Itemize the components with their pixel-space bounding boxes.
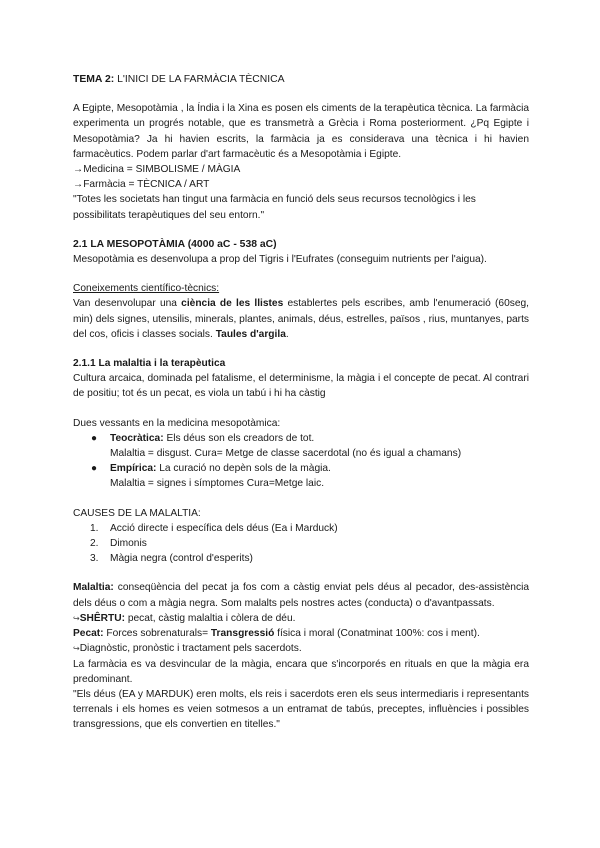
section-2-1-1-text: Cultura arcaica, dominada pel fatalisme, el determinisme, la màgia i el concepte de pecat. Al contrari de positiu; tot és un pecat, es viola un tabú i hi ha càstig [73,373,529,400]
section-2-1-1-heading: 2.1.1 La malaltia i la terapèutica [73,358,226,370]
list-item [73,536,529,551]
causes-heading: CAUSES DE LA MALALTIA: [73,507,201,519]
pecat-line [73,626,529,641]
vessant-text: La curació no depèn sols de la màgia. [156,463,331,475]
causes-list [73,521,529,567]
document-content [73,72,529,733]
list-number: 2. [90,538,99,550]
title-bold: TEMA 2: [73,74,115,85]
pecat-label: Pecat: [73,628,104,640]
farmacia-paragraph: La farmàcia es va desvincular de la màgia, encara que s'incorporés en rituals en que la màgia era predominant. [73,658,529,685]
coneixements-heading: Coneixements científico-tècnics: [73,283,220,295]
diagnostic-text: Diagnòstic, pronòstic i tractament pels sacerdots. [79,643,302,655]
vessant-label: Teocràtica: [110,432,164,444]
bullet-icon: ● [91,463,98,475]
vessants-intro: Dues vessants en la medicina mesopotàmica: [73,417,281,429]
intro-line-medicina: →Medicina = SIMBOLISME / MÀGIA [73,164,241,176]
bullet-icon: ● [91,432,98,444]
list-number: 3. [90,553,99,565]
list-number: 1. [90,522,99,534]
vessant-sub: Malaltia = signes i símptomes Cura=Metge laic. [110,478,325,490]
vessant-label: Empírica: [110,463,157,475]
cause-text: Dimonis [110,538,147,550]
title-rest: L'INICI DE LA FARMÀCIA TÈCNICA [114,74,285,85]
list-item [73,461,529,491]
pecat-text1: Forces sobrenaturals= [103,628,211,640]
deus-quote: "Els déus (EA y MARDUK) eren molts, els reis i sacerdots eren els seus intermediaris i representants terrenals i els homes es veien sotmesos a un entramat de tabús, preceptes, influències i possibles transgressions, que els convertien en titelles." [73,688,529,731]
coneixements-part1: Van desenvolupar una [73,298,182,310]
section-2-1-heading: 2.1 LA MESOPOTÀMIA (4000 aC - 538 aC) [73,238,277,250]
return-arrow-icon: ↪ [73,644,80,654]
malaltia-label: Malaltia: [73,582,114,594]
return-arrow-icon: ↪ [73,613,80,623]
list-item [73,551,529,566]
coneixements-part2: establertes pels escribes, amb l'enumeració (60seg, min) dels signes, utensilis, minerals, plantes, animals, déus, estrelles, països , rius, muntanyes, parts del cos, oficis i classes socials. [73,298,529,340]
vessant-text: Els déus son els creadors de tot. [163,432,315,444]
coneixements-bold2: Taules d'argila [215,328,286,340]
coneixements-paragraph [73,296,529,342]
intro-quote: "Totes les societats han tingut una farmàcia en funció dels seus recursos tecnològics i les possibilitats terapèutiques del seu entorn." [73,194,476,221]
list-item [73,431,529,461]
vessant-sub: Malaltia = disgust. Cura= Metge de classe sacerdotal (no és igual a chamans) [110,448,462,460]
intro-paragraph: A Egipte, Mesopotàmia , la Índia i la Xina es posen els ciments de la terapèutica tècnica. La farmàcia experimenta un progrés notable, que es transmetrà a Grècia i Roma posteriorment. ¿Pq Egipte i Mesopotàmia? Ja hi havien escrits, la farmàcia ja es considerava una tècnica i hi havien farmacèutics. Podem parlar d'art farmacèutic és a Mesopotàmia i Egipte. [73,103,529,160]
shertu-text: pecat, càstig malaltia i còlera de déu. [124,612,296,624]
diagnostic-line [73,641,529,656]
shertu-label: SHÊRTU: [79,612,125,624]
coneixements-part3: . [285,328,289,340]
section-2-1-text: Mesopotàmia es desenvolupa a prop del Tigris i l'Eufrates (conseguim nutrients per l'aigua). [73,254,487,266]
pecat-text2: física i moral (Conatminat 100%: cos i ment). [274,628,480,640]
shertu-line [73,611,529,626]
malaltia-paragraph [73,580,529,610]
malaltia-text: conseqüència del pecat ja fos com a càstig enviat pels déus al pecador, des-assistència dels déus o com a màgia negra. Som malalts pels nostres actes (conducta) o d'avantpassats. [73,582,529,609]
document-title [73,72,529,87]
list-item [73,521,529,536]
cause-text: Acció directe i específica dels déus (Ea i Marduck) [110,522,338,534]
intro-line-farmacia: →Farmàcia = TÈCNICA / ART [73,179,210,191]
vessants-list [73,431,529,492]
coneixements-bold1: ciència de les llistes [181,298,284,310]
pecat-transgressio: Transgressió [210,628,275,640]
cause-text: Màgia negra (control d'esperits) [110,553,253,565]
